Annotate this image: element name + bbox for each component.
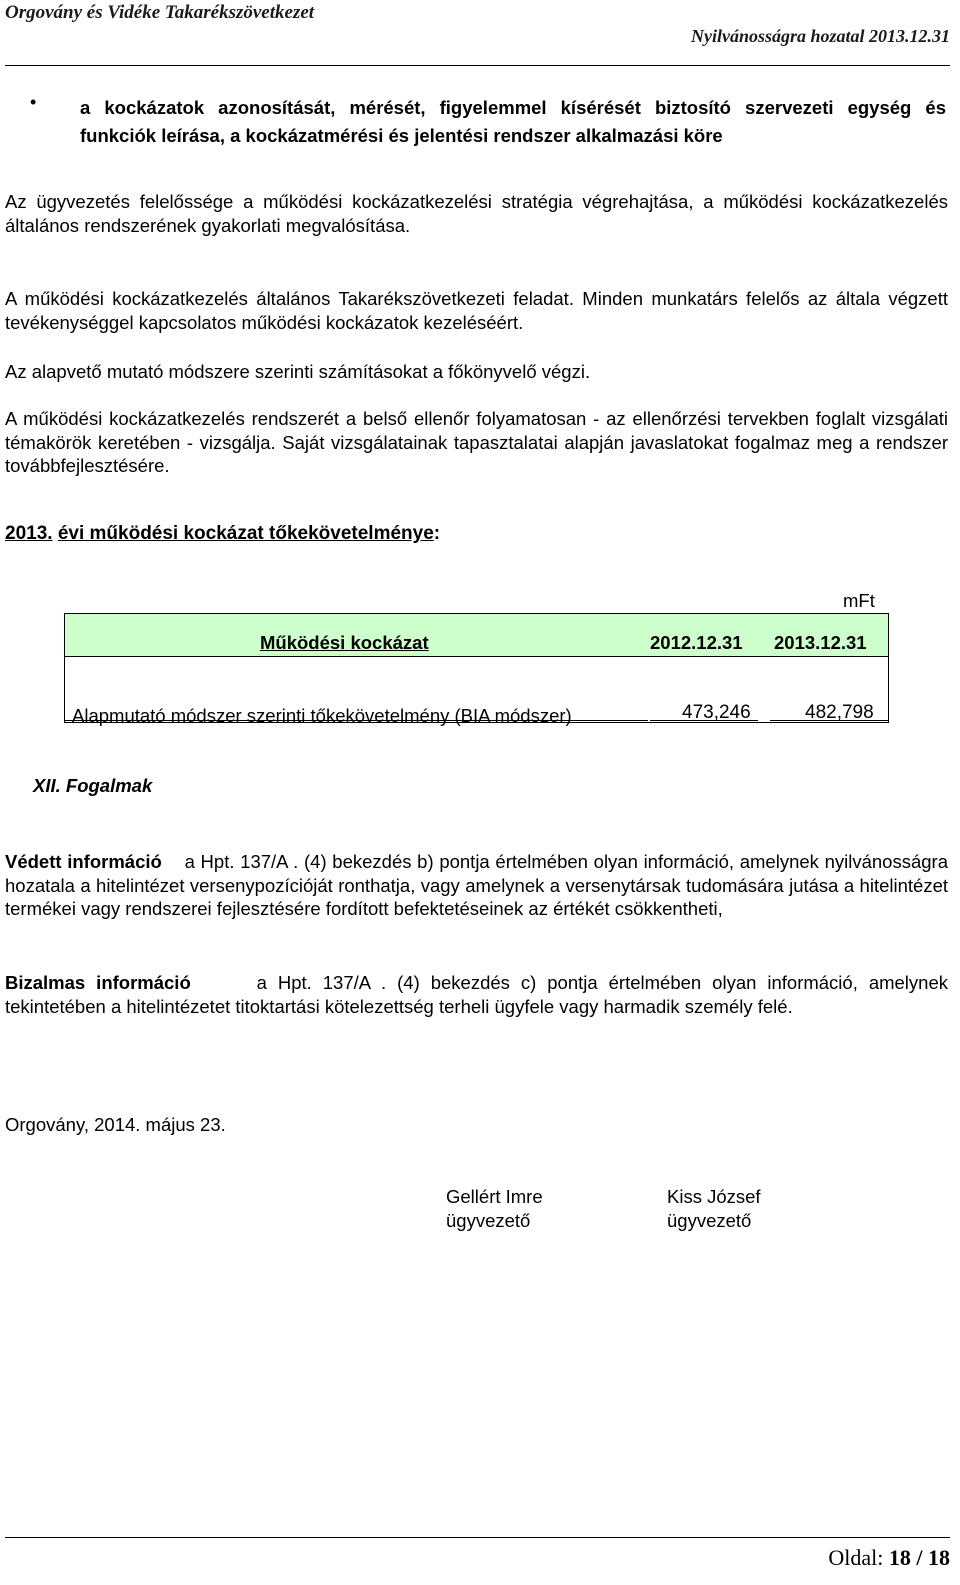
page-separator: /	[916, 1545, 923, 1570]
capital-requirement-table	[64, 613, 889, 726]
section-title-text: évi működési kockázat tőkekövetelménye	[57, 523, 434, 544]
paragraph-confidential-info	[5, 971, 948, 1018]
protected-definition: a Hpt. 137/A . (4) bekezdés b) pontja értelmében olyan információ, amelynek nyilvánosságra hozatala a hitelintézet versenypozícióját ronthatja, vagy amelynek a versenytársak tudomására jutása a hitelintézet termékei vagy rendszerei fejlesztésére fordított befektetéseinek az értékét csökkentheti,	[5, 851, 949, 919]
page-total: 18	[928, 1545, 950, 1570]
paragraph-internal-audit: A működési kockázatkezelés rendszerét a belső ellenőr folyamatosan - az ellenőrzési tervekben foglalt vizsgálati témakörök keretében - vizsgálja. Saját vizsgálatainak tapasztalatai alapján javaslatokat fogalmaz meg a rendszer továbbfejlesztésére.	[5, 408, 948, 476]
paragraph-basic-indicator: Az alapvető mutató módszere szerinti számításokat a főkönyvelő végzi.	[5, 361, 591, 382]
paragraph-management-responsibility: Az ügyvezetés felelőssége a működési kockázatkezelési stratégia végrehajtása, a működési kockázatkezelés általános rendszerének gyakorlati megvalósítása.	[5, 191, 948, 236]
section-colon: :	[433, 523, 441, 544]
signer-name: Gellért Imre	[446, 1186, 543, 1207]
table-row-value-2012: 473,246	[682, 702, 751, 723]
table-row-underline	[65, 720, 648, 721]
table-header-risk: Működési kockázat	[260, 632, 429, 653]
concepts-heading: XII. Fogalmak	[33, 775, 153, 796]
table-header-col1: 2012.12.31	[650, 632, 743, 653]
paragraph-protected-info	[5, 850, 948, 921]
table-value-underline	[770, 720, 888, 721]
table-row-value-2013: 482,798	[805, 702, 874, 723]
place-date: Orgovány, 2014. május 23.	[5, 1114, 226, 1135]
header-document-title: Nyilvánosságra hozatal 2013.12.31	[690, 26, 950, 46]
term-protected: Védett információ	[5, 851, 162, 872]
page-number	[828, 1545, 950, 1571]
signer-name: Kiss József	[667, 1186, 761, 1207]
term-confidential: Bizalmas információ	[5, 972, 191, 993]
section-year: 2013.	[5, 523, 53, 544]
paragraph-general-task: A működési kockázatkezelés általános Takarékszövetkezeti feladat. Minden munkatárs felelős az általa végzett tevékenységgel kapcsolatos működési kockázatok kezeléséért.	[5, 288, 948, 333]
signer-role: ügyvezető	[446, 1210, 531, 1231]
signer-role: ügyvezető	[667, 1210, 752, 1231]
page-current: 18	[888, 1545, 911, 1570]
table-unit: mFt	[843, 590, 875, 611]
confidential-definition: a Hpt. 137/A . (4) bekezdés c) pontja értelmében olyan információ, amelynek tekintetében a hitelintézetet titoktartási kötelezettség terheli ügyfele vagy harmadik személy felé.	[5, 972, 948, 1017]
section-title	[5, 523, 440, 545]
header-rule	[5, 65, 950, 66]
header-organization: Orgovány és Vidéke Takarékszövetkezet	[5, 2, 315, 23]
footer-rule	[5, 1537, 950, 1538]
signature-block-2	[667, 1185, 761, 1233]
bullet-heading: a kockázatok azonosítását, mérését, figyelemmel kísérését biztosító szervezeti egység és funkciók leírása, a kockázatmérési és jelentési rendszer alkalmazási köre	[80, 97, 946, 146]
bullet-icon: •	[30, 92, 37, 112]
table-value-underline	[650, 720, 758, 721]
page-label: Oldal:	[828, 1545, 884, 1570]
table-header-col2: 2013.12.31	[774, 632, 867, 653]
signature-block-1	[446, 1185, 543, 1233]
table-row-label: Alapmutató módszer szerinti tőkekövetelmény (BIA módszer)	[72, 705, 572, 726]
table-header-row	[65, 613, 888, 657]
